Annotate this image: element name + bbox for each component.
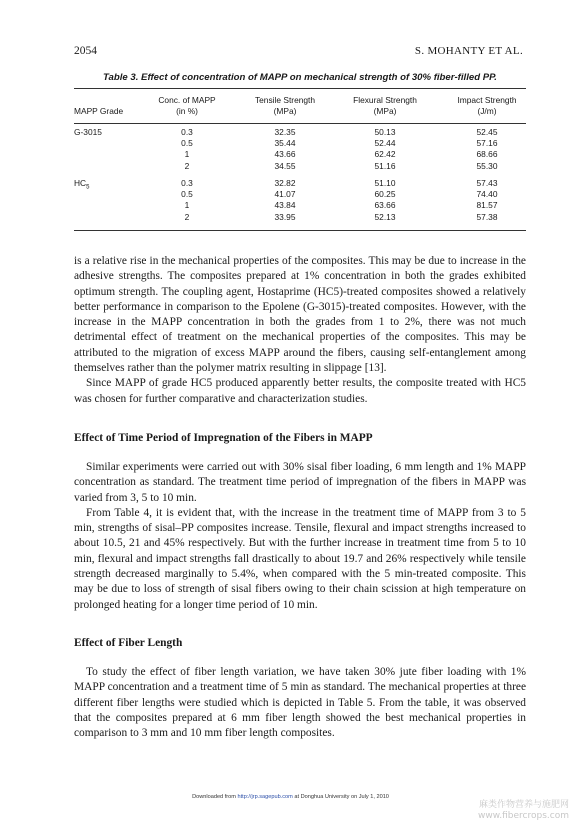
table-cell: 0.3 [181,127,193,137]
table-caption: Table 3. Effect of concentration of MAPP on mechanical strength of 30% fiber-filled PP. [103,72,497,83]
table-header [74,95,526,125]
table-cell: 63.66 [374,200,396,211]
paragraph: Similar experiments were carried out with 30% sisal fiber loading, 6 mm length and 1% MAPP concentration as standard. The treatment time period of impregnation of the fibers in MAPP was varied from 3, 5 to 10 min. [74,461,526,504]
table-cell: 52.44 [374,138,396,149]
table-cell: 81.57 [476,200,498,211]
tensile-column [255,178,315,223]
table-header-rule [74,123,526,124]
footer-prefix: Downloaded from [192,794,236,800]
table-cell: 68.66 [476,149,498,160]
table-cell: 0.5 [181,138,193,149]
table-cell: 0.5 [181,189,193,200]
table-top-rule [74,88,526,89]
table-cell: 51.10 [374,178,396,188]
header-tensile-line2: (MPa) [273,106,297,116]
table-cell: 2 [184,211,190,222]
impact-column [457,127,517,172]
grade-label: G-3015 [74,127,102,137]
paragraph: is a relative rise in the mechanical properties of the composites. This may be due to increase in the adhesive strengths. The composites prepared at 1% concentration in both the grades exhibited optimum strength. The coupling agent, Hostaprime (HC5)-treated composites showed a relatively better performance in comparison to the Epolene (G-3015)-treated composites. However, with the increase in the MAPP concentration in both the grades from 1 to 2%, there was not much detrimental effect of treatment on the mechanical properties of the composites. This may be attributed to the migration of excess MAPP around the fibers, causing self-entanglement among themselves rather than the polymer matrix resulting in slippage [13]. [74,255,526,375]
paragraph: From Table 4, it is evident that, with the increase in the treatment time of MAPP from 3 to 5 min, strengths of sisal–PP composites increase. Tensile, flexural and impact strengths increased to about 10.5, 21 and 45% respectively. But with the further increase in treatment time from 5 to 10 min, flexural and impact strengths fall drastically to about 19.7 and 26% respectively while tensile strength decreased marginally to 5.4%, when compared with the 5 min-treated composite. This may be due to loss of strength of sisal fibers owing to their chain scission at high temperature on prolonged heating for a longer time period of 10 min. [74,506,526,611]
table-cell: 33.95 [274,211,296,222]
paragraph: To study the effect of fiber length variation, we have taken 30% jute fiber loading with 1% MAPP concentration and a treatment time of 5 min as standard. The mechanical properties at three different fiber lengths were studied which is depicted in Table 5. From the table, it was observed that the composites prepared at 6 mm fiber length showed the best mechanical properties in comparison to 3 mm and 10 mm fiber length composites. [74,666,526,740]
header-conc [142,95,232,117]
table-cell: 50.13 [374,127,396,137]
page-number: 2054 [74,45,97,57]
impact-column [457,178,517,223]
table-cell: 62.42 [374,149,396,160]
table-cell: 57.38 [476,211,498,222]
running-head: S. MOHANTY ET AL. [414,45,523,57]
table-cell: 2 [184,160,190,171]
section-heading: Effect of Time Period of Impregnation of the Fibers in MAPP [74,432,373,444]
table-cell: 41.07 [274,189,296,200]
grade-label [74,178,89,191]
table-cell: 57.43 [476,178,498,188]
header-tensile [240,95,330,117]
table-cell: 43.66 [274,149,296,160]
section-heading: Effect of Fiber Length [74,637,183,649]
table-group-hc5 [74,178,526,226]
header-grade: MAPP Grade [74,106,124,116]
header-tensile-line1: Tensile Strength [254,95,316,105]
conc-column [157,127,217,172]
header-impact [442,95,532,117]
footer-suffix: at Donghua University on July 1, 2010 [294,794,389,800]
body-block-1 [74,254,526,407]
table-cell: 51.16 [374,160,396,171]
flexural-column [355,127,415,172]
header-conc-line1: Conc. of MAPP [158,95,216,105]
body-block-3 [74,665,526,741]
table-cell: 0.3 [181,178,193,188]
grade-label-text: HC [74,178,87,188]
footer-url-link[interactable]: http://jrp.sagepub.com [237,794,293,800]
tensile-column [255,127,315,172]
table-cell: 1 [184,200,190,211]
table-cell: 74.40 [476,189,498,200]
table-bottom-rule [74,230,526,231]
table-cell: 32.82 [274,178,296,188]
header-conc-line2: (in %) [176,106,198,116]
flexural-column [355,178,415,223]
body-block-2 [74,460,526,613]
table-cell: 32.35 [274,127,296,137]
watermark-line2: www.fibercrops.com [478,811,569,821]
table-cell: 52.45 [476,127,498,137]
watermark [478,800,569,822]
table-cell: 55.30 [476,160,498,171]
header-impact-line1: Impact Strength [457,95,517,105]
table-cell: 35.44 [274,138,296,149]
table-cell: 52.13 [374,211,396,222]
paragraph: Since MAPP of grade HC5 produced apparently better results, the composite treated with HC5 was chosen for further comparative and characterization studies. [74,377,526,405]
header-flexural-line1: Flexural Strength [353,95,417,105]
table-cell: 57.16 [476,138,498,149]
header-flexural [340,95,430,117]
table-cell: 43.84 [274,200,296,211]
table-cell: 60.25 [374,189,396,200]
watermark-line1: 麻类作物营养与施肥网 [478,800,569,810]
table-cell: 1 [184,149,190,160]
header-flexural-line2: (MPa) [373,106,397,116]
table-group-g3015 [74,127,526,175]
header-impact-line2: (J/m) [477,106,497,116]
grade-label-subscript: 5 [86,184,90,191]
table-cell: 34.55 [274,160,296,171]
conc-column [157,178,217,223]
